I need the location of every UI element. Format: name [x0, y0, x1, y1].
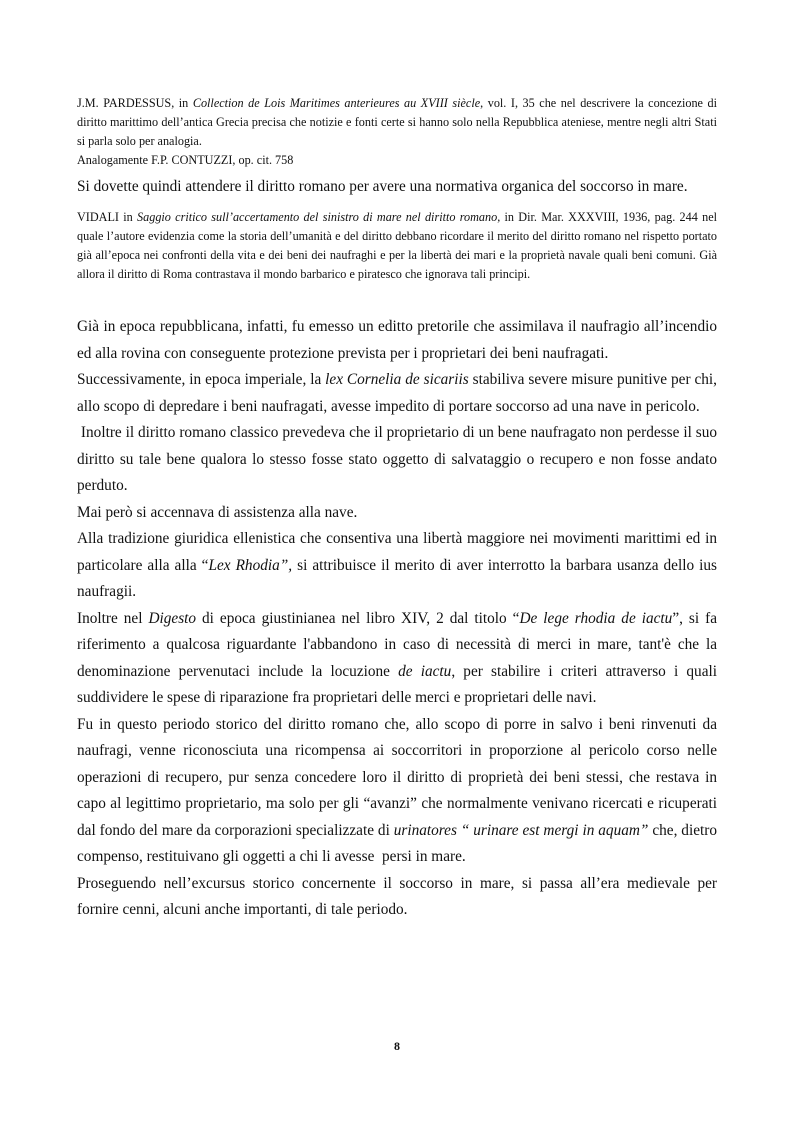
- paragraph-7: [77, 712, 721, 871]
- italic-term: De lege rhodia de iactu: [519, 609, 673, 627]
- text-run: che, dietro compenso, restituivano gli oggetti a chi li avesse persi in mare.: [77, 821, 721, 865]
- footnote-paragraph: [77, 94, 717, 151]
- italic-term: lex Cornelia de sicariis: [325, 371, 469, 388]
- text-run: Fu in questo periodo storico del diritto romano che, allo scopo di porre in salvo i beni rinvenuti da naufragi, venne riconosciuta una ricompensa ai soccorritori in proporzione al pericolo corso nelle operazioni di recupero, pur senza concedere loro il diritto di proprietà dei beni stessi, che restava in capo al legittimo proprietario, ma solo per gli “avanzi” che normalmente venivano ricercati e ricuperati dal fondo del mare da corporazioni specializzate di: [77, 715, 717, 839]
- footnote-author: J.M. PARDESSUS, in: [77, 96, 193, 110]
- footnote-text: , vol. I, 35 che nel descrivere la concezione di diritto marittimo dell’antica Grecia precisa che notizie e fonti certe si hanno solo nella Repubblica ateniese, mentre negli altri Stati si parla solo per analogia.: [77, 96, 718, 148]
- footnote-author: VIDALI in: [77, 210, 138, 224]
- text-run: stabiliva severe misure punitive per chi, allo scopo di depredare i beni naufragati, avesse impedito di portare soccorso ad una nave in pericolo.: [77, 371, 717, 415]
- text-run: , per stabilire i criteri attraverso i quali suddividere le spese di riparazione fra proprietari delle merci e proprietari delle navi.: [77, 662, 717, 706]
- lead-sentence: Si dovette quindi attendere il diritto romano per avere una normativa organica del soccorso in mare.: [77, 178, 688, 195]
- footnote-title: Collection de Lois Maritimes anterieures au XVIII siècle: [192, 96, 481, 110]
- body-text: [77, 314, 721, 924]
- footnote-title: Saggio critico sull’accertamento del sinistro di mare nel diritto romano,: [137, 210, 501, 224]
- italic-term: Lex Rhodia”,: [208, 556, 293, 574]
- footnote-text: in Dir. Mar. XXXVIII, 1936, pag. 244 nel quale l’autore evidenzia come la storia dell’umanità e del diritto debbano ricordare il merito del diritto romano nel rispetto portato già all’epoca nei confronti della vita e dei beni dei naufraghi e per la libertà dei mari e la proprietà navale quali beni comuni. Già allora il diritto di Roma contrastava il mondo barbarico e piratesco che ignorava tali principi.: [77, 210, 717, 281]
- paragraph-4: Mai però si accennava di assistenza alla nave.: [77, 503, 358, 521]
- footnote-paragraph: Analogamente F.P. CONTUZZI, op. cit. 758: [77, 153, 294, 167]
- paragraph-8: Proseguendo nell’excursus storico concernente il soccorso in mare, si passa all’era medievale per fornire cenni, alcuni anche importanti, di tale periodo.: [77, 874, 717, 918]
- italic-term: Digesto: [148, 609, 197, 627]
- text-run: Alla tradizione giuridica ellenistica che consentiva una libertà maggiore nei movimenti marittimi ed in particolare alla alla “: [77, 530, 717, 574]
- text-run: si attribuisce il merito di aver interrotto la barbara usanza dello ius naufragii.: [77, 556, 717, 600]
- italic-term: urinatores “ urinare est mergi in aquam”: [393, 821, 649, 839]
- paragraph-2: [77, 367, 717, 420]
- footnote-vidali: [77, 208, 717, 284]
- text-run: di epoca giustinianea nel libro XIV, 2 dal titolo “: [196, 609, 520, 627]
- text-run: ”, si fa riferimento a qualcosa riguardante l'abbandono in caso di necessità di merci in mare, tant'è che la denominazione pervenutaci include la locuzione: [77, 609, 717, 680]
- italic-term: de iactu: [398, 662, 452, 680]
- text-run: Successivamente, in epoca imperiale, la: [77, 371, 326, 388]
- paragraph-6: [77, 606, 717, 712]
- page-number: 8: [394, 1039, 400, 1053]
- paragraph-3: Inoltre il diritto romano classico prevedeva che il proprietario di un bene naufragato non perdesse il suo diritto su tale bene qualora lo stesso fosse stato oggetto di salvataggio o recupero e non fosse andato perduto.: [77, 424, 721, 494]
- text-run: Inoltre nel: [77, 609, 149, 627]
- footnote-pardessus: [77, 94, 717, 170]
- paragraph-1: Già in epoca repubblicana, infatti, fu emesso un editto pretorile che assimilava il naufragio all’incendio ed alla rovina con conseguente protezione prevista per i proprietari dei beni naufragati.: [77, 318, 717, 362]
- footnote-paragraph: [77, 208, 717, 284]
- paragraph-5: [77, 526, 717, 606]
